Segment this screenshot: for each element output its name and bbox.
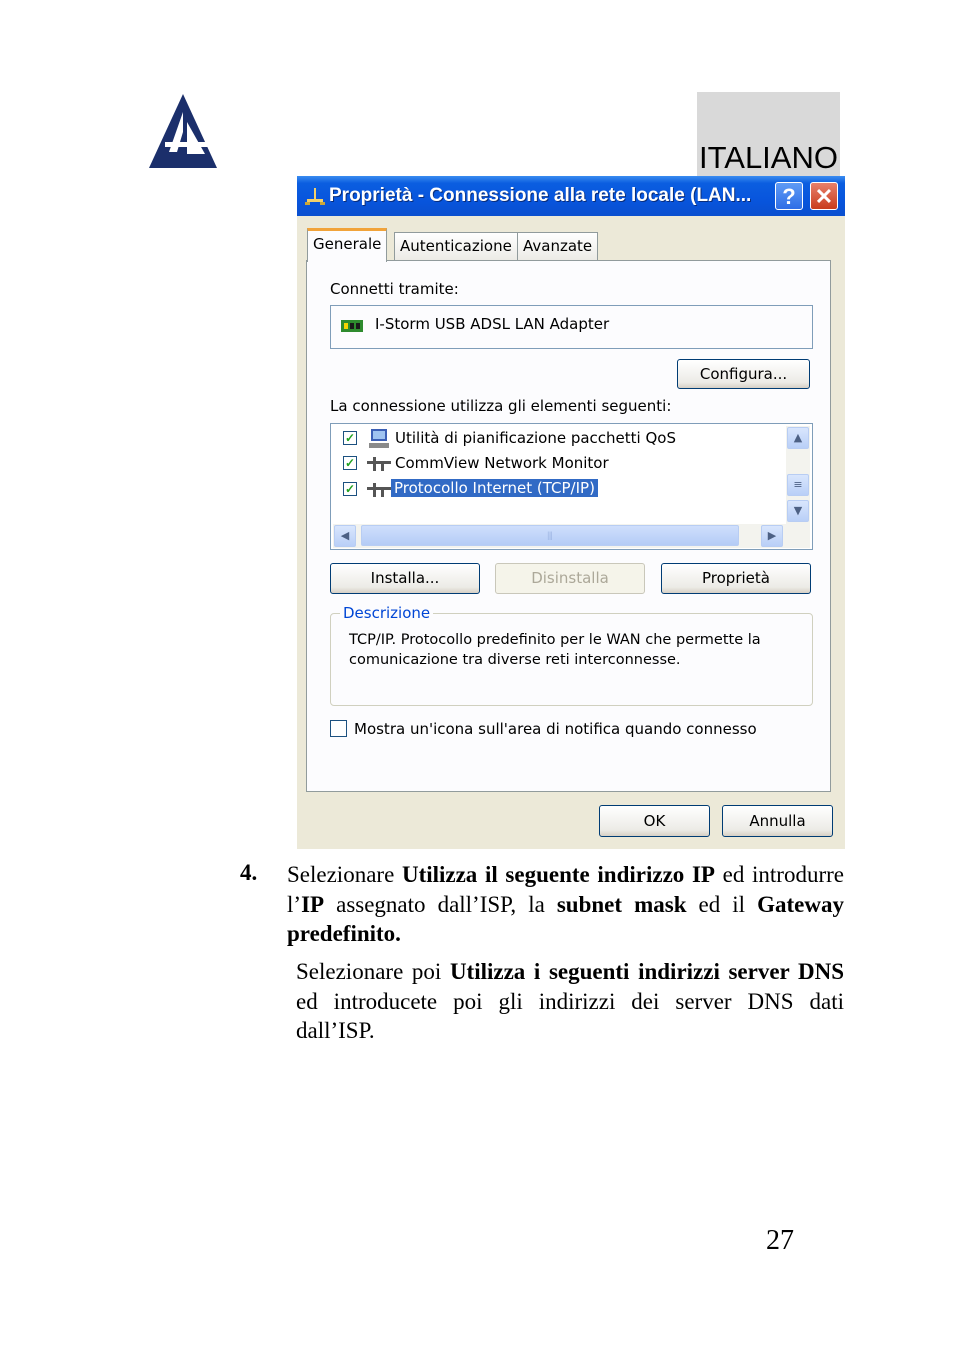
text-run: Selezionare poi bbox=[296, 959, 450, 984]
scroll-up-icon[interactable]: ▲ bbox=[787, 427, 809, 449]
horizontal-scrollbar[interactable] bbox=[333, 524, 810, 548]
scroll-thumb[interactable]: ≡ bbox=[787, 474, 809, 496]
description-legend: Descrizione bbox=[340, 604, 433, 622]
tab-generale[interactable]: Generale bbox=[307, 228, 387, 262]
uninstall-button: Disinstalla bbox=[495, 563, 645, 594]
network-protocol-icon bbox=[367, 483, 391, 497]
atlantis-logo bbox=[147, 92, 219, 170]
configure-button[interactable]: Configura... bbox=[677, 359, 810, 389]
language-label: ITALIANO bbox=[699, 140, 838, 175]
show-icon-checkbox[interactable] bbox=[330, 720, 347, 737]
step-paragraph bbox=[287, 860, 844, 949]
close-button[interactable]: ✕ bbox=[810, 182, 838, 210]
scroll-down-icon[interactable]: ▼ bbox=[787, 500, 809, 522]
text-run: assegnato dall’ISP, la bbox=[324, 891, 557, 917]
install-button[interactable]: Installa... bbox=[330, 563, 480, 594]
components-label: La connessione utilizza gli elementi seguenti: bbox=[330, 397, 672, 415]
bold-run: Gateway predefinito. bbox=[287, 891, 844, 946]
network-connection-icon bbox=[305, 186, 325, 206]
help-button[interactable]: ? bbox=[775, 182, 803, 210]
tab-autenticazione[interactable]: Autenticazione bbox=[394, 232, 518, 260]
text-run: Selezionare bbox=[287, 862, 402, 887]
bold-run: IP bbox=[301, 891, 325, 917]
title-bar bbox=[297, 176, 845, 216]
text-run: ed introdurre l’ bbox=[287, 862, 844, 917]
ok-button[interactable]: OK bbox=[599, 805, 710, 837]
adapter-name: I-Storm USB ADSL LAN Adapter bbox=[375, 315, 610, 333]
step-number: 4. bbox=[240, 860, 258, 885]
text-run: ed il bbox=[686, 891, 758, 917]
cancel-button[interactable]: Annulla bbox=[722, 805, 833, 837]
tab-avanzate[interactable]: Avanzate bbox=[517, 232, 598, 260]
text-run: ed introducete poi gli indirizzi dei server DNS dati dall’ISP. bbox=[296, 988, 844, 1043]
bold-run: Utilizza il seguente indirizzo IP bbox=[401, 862, 715, 887]
scroll-thumb[interactable]: ||| bbox=[361, 525, 739, 546]
bold-run: subnet mask bbox=[556, 891, 687, 917]
components-list[interactable] bbox=[330, 423, 813, 550]
bold-run: Utilizza i seguenti indirizzi server DNS bbox=[449, 959, 844, 984]
page-number: 27 bbox=[766, 1225, 794, 1256]
component-checkbox[interactable]: ✓ bbox=[344, 431, 356, 445]
component-checkbox[interactable]: ✓ bbox=[344, 456, 356, 470]
dialog-title: Proprietà - Connessione alla rete locale (LAN... bbox=[329, 185, 752, 206]
qos-scheduler-icon bbox=[367, 428, 391, 450]
scroll-right-icon[interactable]: ▶ bbox=[761, 525, 783, 547]
scroll-left-icon[interactable]: ◀ bbox=[334, 525, 356, 547]
component-checkbox[interactable]: ✓ bbox=[344, 482, 356, 496]
component-label: CommView Network Monitor bbox=[395, 454, 609, 472]
properties-button[interactable]: Proprietà bbox=[661, 563, 811, 594]
properties-dialog bbox=[297, 176, 845, 849]
network-adapter-icon bbox=[341, 318, 363, 334]
step-paragraph-dns bbox=[296, 957, 844, 1046]
description-text: TCP/IP. Protocollo predefinito per le WAN che permette la comunicazione tra diverse reti interconnesse. bbox=[349, 632, 761, 668]
network-protocol-icon bbox=[367, 457, 391, 471]
component-label-selected: Protocollo Internet (TCP/IP) bbox=[391, 479, 598, 497]
adapter-field bbox=[330, 305, 813, 349]
show-icon-label[interactable]: Mostra un'icona sull'area di notifica quando connesso bbox=[354, 720, 757, 738]
component-label: Utilità di pianificazione pacchetti QoS bbox=[395, 429, 676, 447]
connect-via-label: Connetti tramite: bbox=[330, 280, 459, 298]
